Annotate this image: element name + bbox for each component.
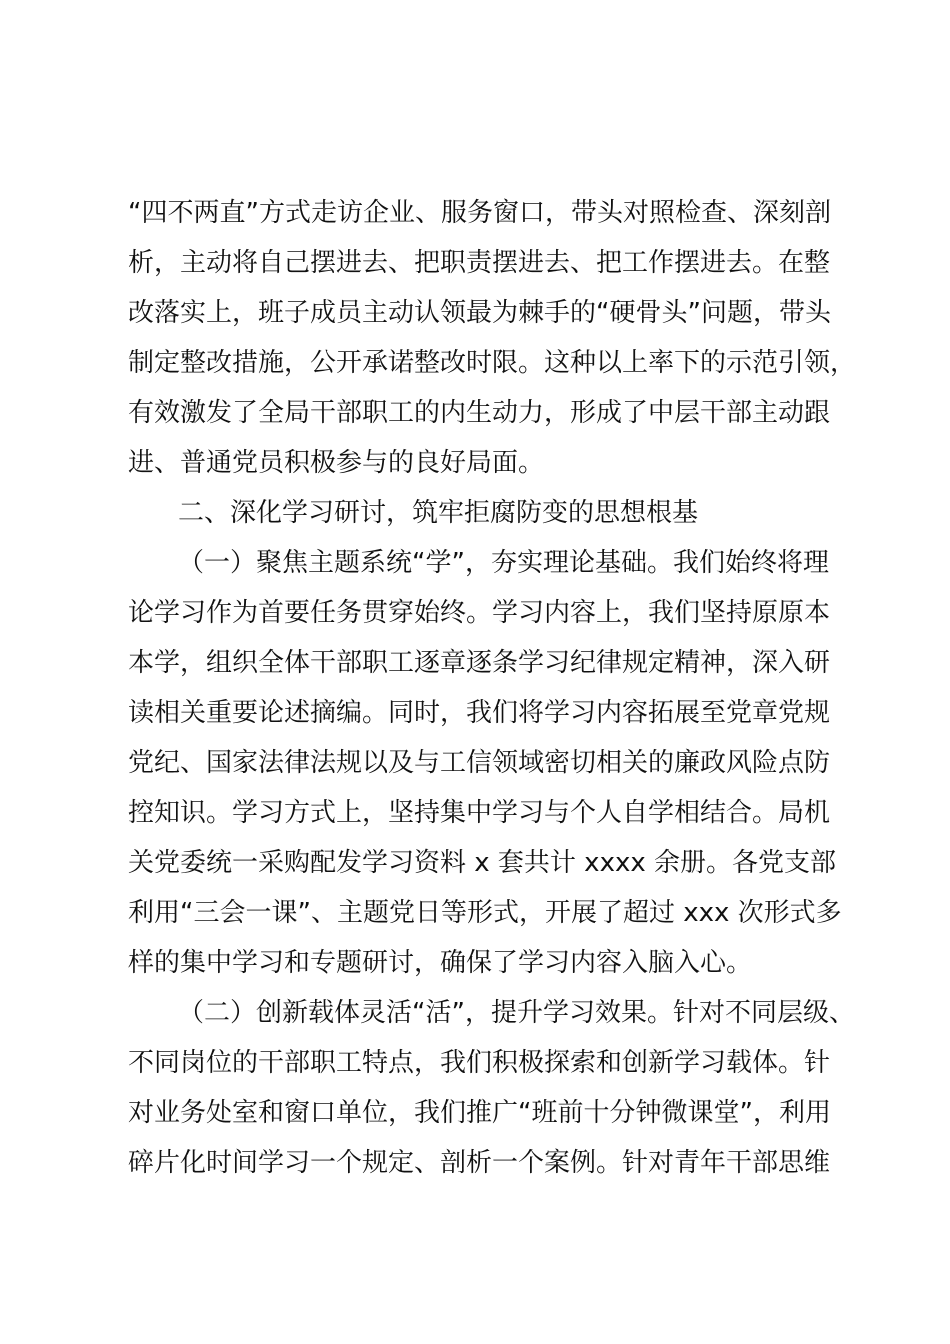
text-line-14: 关党委统一采购配发学习资料 x 套共计 xxxx 余册。各党支部 — [128, 848, 836, 878]
text-line-5: 有效激发了全局干部职工的内生动力，形成了中层干部主动跟 — [128, 398, 831, 428]
text-line-10: 本学，组织全体干部职工逐章逐条学习纪律规定精神，深入研 — [128, 648, 831, 678]
text-line-1: “四不两直”方式走访企业、服务窗口，带头对照检查、深刻剖 — [128, 198, 831, 228]
text-line-17: （二）创新载体灵活“活”，提升学习效果。针对不同层级、 — [178, 998, 855, 1028]
text-line-20: 碎片化时间学习一个规定、剖析一个案例。针对青年干部思维 — [128, 1148, 831, 1178]
text-line-13: 控知识。学习方式上，坚持集中学习与个人自学相结合。局机 — [128, 798, 831, 828]
text-line-9: 论学习作为首要任务贯穿始终。学习内容上，我们坚持原原本 — [128, 598, 831, 628]
text-line-16: 样的集中学习和专题研讨，确保了学习内容入脑入心。 — [128, 948, 753, 978]
text-line-19: 对业务处室和窗口单位，我们推广“班前十分钟微课堂”，利用 — [128, 1098, 831, 1128]
text-line-2: 析，主动将自己摆进去、把职责摆进去、把工作摆进去。在整 — [128, 248, 831, 278]
text-line-18: 不同岗位的干部职工特点，我们积极探索和创新学习载体。针 — [128, 1048, 831, 1078]
text-line-6: 进、普通党员积极参与的良好局面。 — [128, 448, 545, 478]
text-line-8: （一）聚焦主题系统“学”，夯实理论基础。我们始终将理 — [178, 548, 829, 578]
text-line-12: 党纪、国家法律法规以及与工信领域密切相关的廉政风险点防 — [128, 748, 831, 778]
text-line-3: 改落实上，班子成员主动认领最为棘手的“硬骨头”问题，带头 — [128, 298, 831, 328]
text-line-4: 制定整改措施，公开承诺整改时限。这种以上率下的示范引领， — [128, 348, 857, 378]
text-line-11: 读相关重要论述摘编。同时，我们将学习内容拓展至党章党规 — [128, 698, 831, 728]
text-line-15: 利用“三会一课”、主题党日等形式，开展了超过 xxx 次形式多 — [128, 898, 842, 928]
section-heading: 二、深化学习研讨，筑牢拒腐防变的思想根基 — [178, 498, 699, 528]
